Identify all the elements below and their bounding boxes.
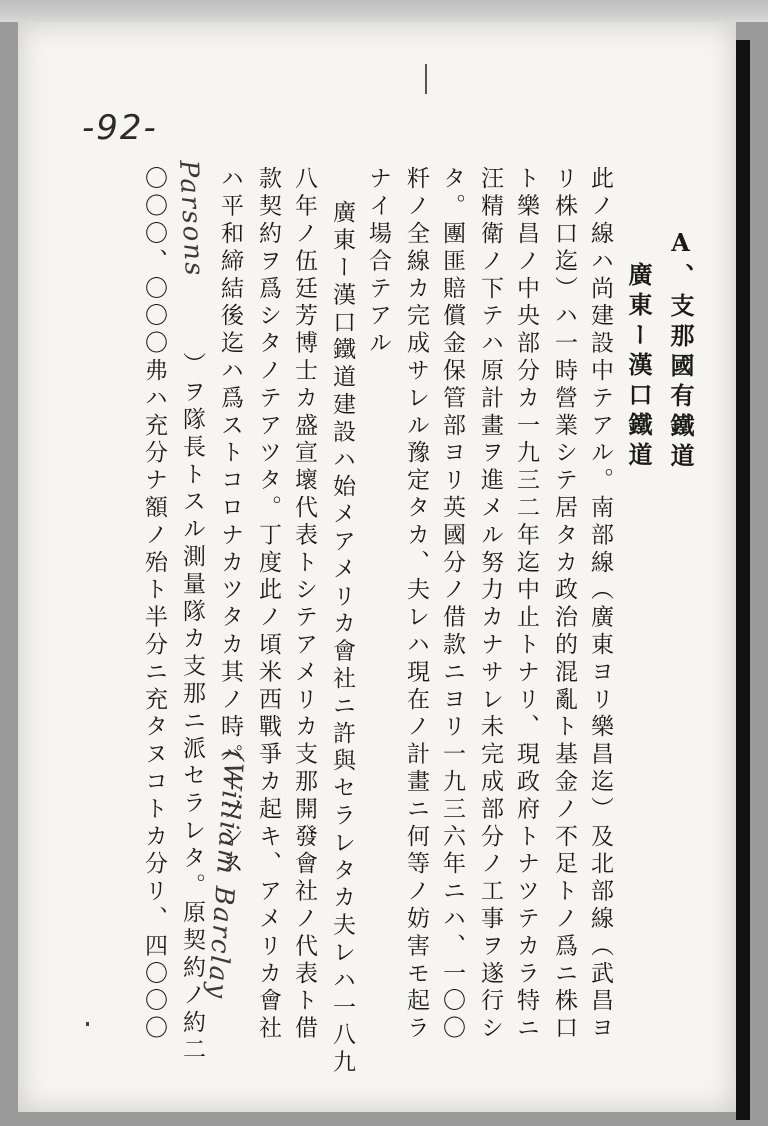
text-column-12: ）ヲ隊長トスル測量隊カ支那ニ派セラレタ。原契約ノ約二 [179,352,205,1065]
section-heading: A、支那國有鐵道 [666,228,695,473]
text-column-8: 廣東ー漢口鐵道建設ハ始メアメリカ會社ニ許與セラレタカ夫レハ一八九 [329,200,355,1077]
text-column-1: 此ノ線ハ尚建設中テアル。南部線（廣東ヨリ樂昌迄）及北部線（武昌ヨ [587,166,613,1043]
scan-right-edge [736,40,750,1120]
text-column-7: ナイ場合テアル [365,166,391,358]
page-number: -92- [82,108,158,148]
margin-mark [425,64,427,94]
scan-top-edge [0,0,768,22]
text-column-5: タ。團匪賠償金保管部ヨリ英國分ノ借款ニヨリ一九三六年ニハ、一〇〇 [439,166,465,1043]
text-column-4: 汪精衛ノ下テハ原計畫ヲ進メル努力カナサレ未完成部分ノ工事ヲ遂行シ [477,166,503,1043]
text-column-2: リ株口迄）ハ一時營業シテ居タカ政治的混亂ト基金ノ不足トノ爲ニ株口 [551,166,577,1043]
sub-heading: 廣東ー漢口鐵道 [624,262,653,472]
handwritten-name-full: (William Barclay [201,749,249,1001]
margin-dot [86,1022,89,1026]
handwritten-surname: Parsons [172,159,210,279]
text-column-10: 款契約ヲ爲シタノテアツタ。丁度此ノ頃米西戰爭カ起キ、アメリカ會社 [255,166,281,1043]
text-column-13: 〇〇〇、〇〇〇弗ハ充分ナ額ノ殆ト半分ニ充タヌコトカ分リ、四〇〇〇 [141,166,167,1043]
text-column-11: ハ平和締結後迄ハ爲ストコロナカツタカ其ノ時パーソンス [217,166,243,879]
text-column-3: ト樂昌ノ中央部分カ一九三二年迄中止トナリ、現政府トナツテカラ特ニ [513,166,539,1043]
text-column-9: 八年ノ伍廷芳博士カ盛宣壞代表トシテアメリカ支那開發會社ノ代表ト借 [291,166,317,1043]
text-column-6: 粁ノ全線カ完成サレル豫定タカ、夫レハ現在ノ計畫ニ何等ノ妨害モ起ラ [403,166,429,1043]
